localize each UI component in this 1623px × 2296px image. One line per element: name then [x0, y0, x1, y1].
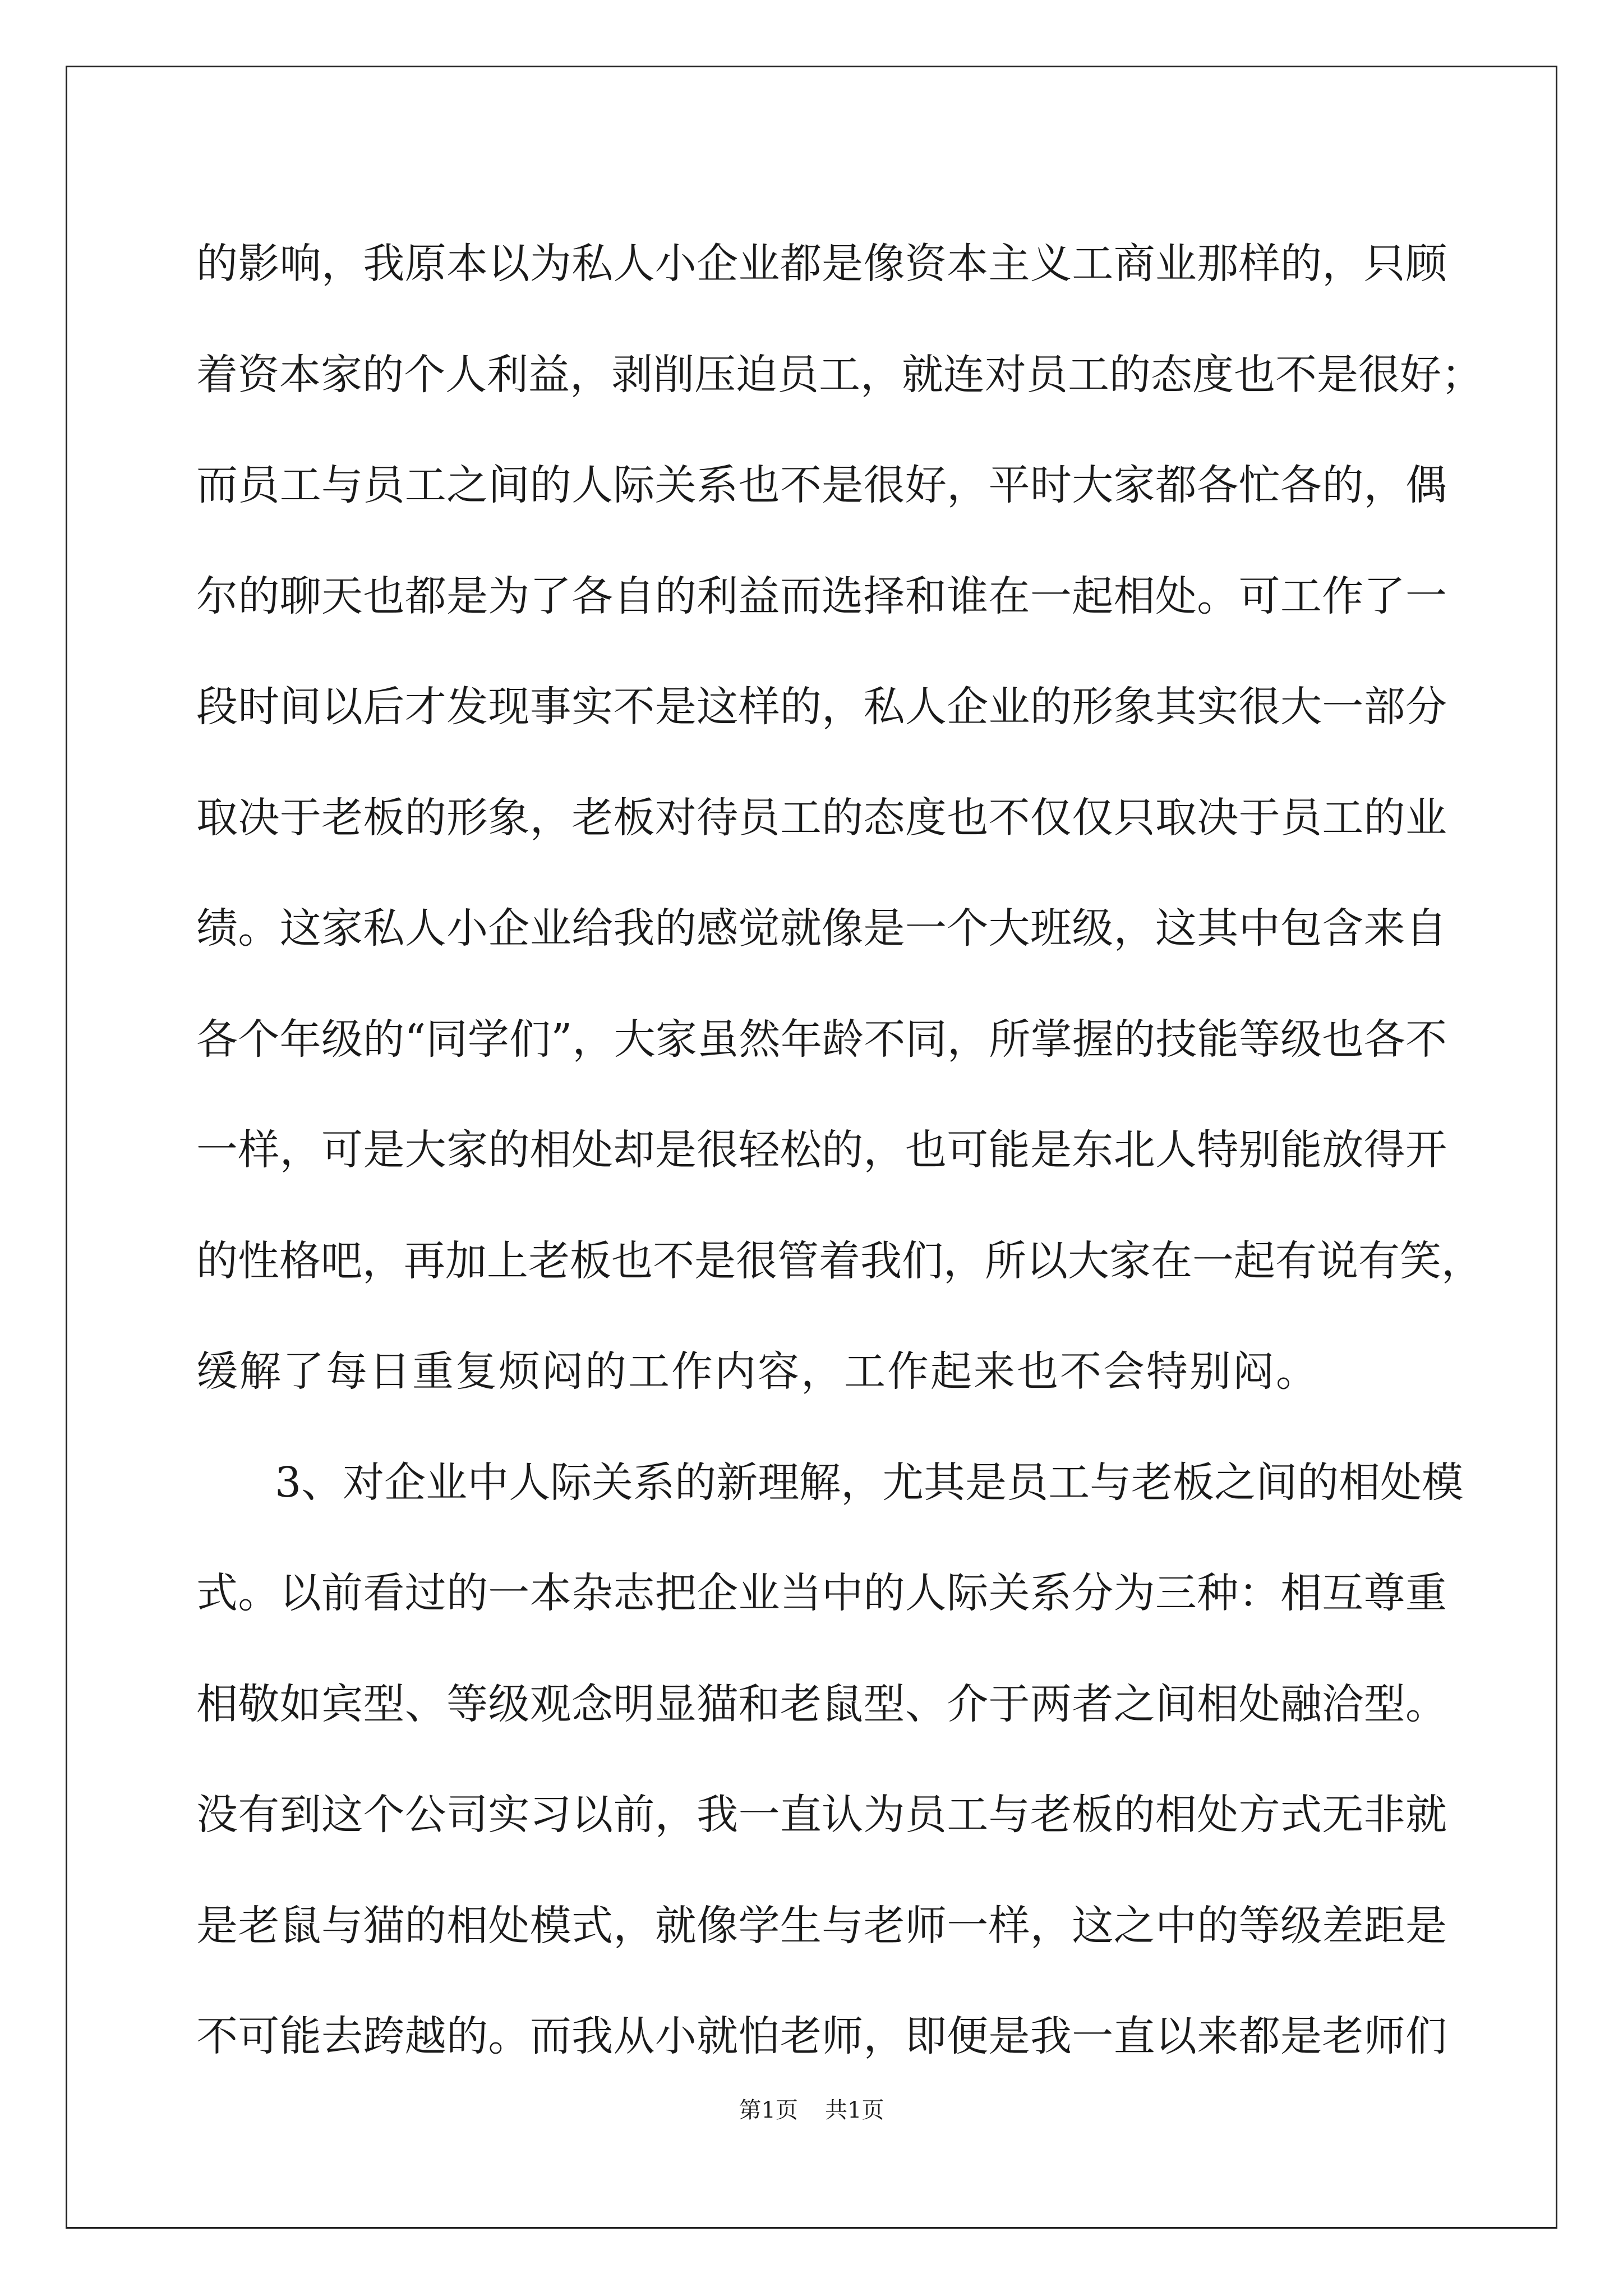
text-line: 而员工与员工之间的人际关系也不是很好，平时大家都各忙各的，偶: [196, 461, 1447, 509]
text-line: 不可能去跨越的。而我从小就怕老师，即便是我一直以来都是老师们: [196, 2012, 1447, 2060]
text-line: 没有到这个公司实习以前，我一直认为员工与老板的相处方式无非就: [196, 1791, 1447, 1839]
text-line: 着资本家的个人利益，剥削压迫员工，就连对员工的态度也不是很好；: [196, 350, 1483, 399]
text-line: 绩。这家私人小企业给我的感觉就像是一个大班级，这其中包含来自: [196, 904, 1447, 953]
text-line: 一样，可是大家的相处却是很轻松的，也可能是东北人特别能放得开: [196, 1126, 1447, 1174]
page-number: 第1页: [739, 2097, 798, 2123]
text-line: 式。以前看过的一本杂志把企业当中的人际关系分为三种：相互尊重: [196, 1569, 1447, 1617]
text-line: 的影响，我原本以为私人小企业都是像资本主义工商业那样的，只顾: [196, 240, 1447, 288]
text-line: 段时间以后才发现事实不是这样的，私人企业的形象其实很大一部分: [196, 683, 1447, 731]
text-line: 的性格吧，再加上老板也不是很管着我们，所以大家在一起有说有笑，: [196, 1236, 1483, 1285]
text-line: 各个年级的“同学们”，大家虽然年龄不同，所掌握的技能等级也各不: [196, 1015, 1447, 1064]
text-line: 是老鼠与猫的相处模式，就像学生与老师一样，这之中的等级差距是: [196, 1901, 1447, 1950]
text-line: 缓解了每日重复烦闷的工作内容，工作起来也不会特别闷。: [196, 1347, 1319, 1396]
page-footer: [0, 2092, 1623, 2124]
text-line: 相敬如宾型、等级观念明显猫和老鼠型、介于两者之间相处融洽型。: [196, 1680, 1447, 1728]
paragraph-first-line: 3、对企业中人际关系的新理解，尤其是员工与老板之间的相处模: [275, 1458, 1464, 1507]
text-line: 取决于老板的形象，老板对待员工的态度也不仅仅只取决于员工的业: [196, 793, 1447, 842]
document-body: [196, 209, 1483, 2092]
text-line: 尔的聊天也都是为了各自的利益而选择和谁在一起相处。可工作了一: [196, 572, 1447, 620]
total-pages: 共1页: [825, 2097, 884, 2123]
